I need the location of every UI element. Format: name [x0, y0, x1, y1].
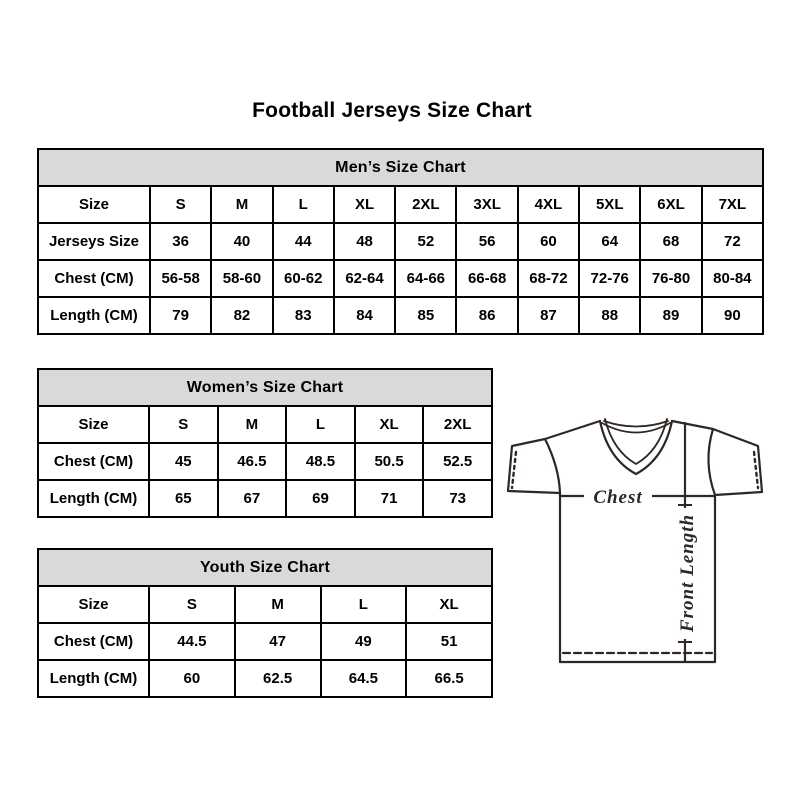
mens-size-table-grid — [37, 148, 764, 335]
row-label: Length (CM) — [38, 660, 149, 697]
size-cell: 48.5 — [286, 443, 355, 480]
size-cell: 56-58 — [150, 260, 211, 297]
size-cell: 7XL — [702, 186, 763, 223]
row-label: Length (CM) — [38, 480, 149, 517]
size-cell: 80-84 — [702, 260, 763, 297]
size-cell: 46.5 — [218, 443, 287, 480]
size-cell: 51 — [406, 623, 492, 660]
size-cell: 4XL — [518, 186, 579, 223]
size-cell: 69 — [286, 480, 355, 517]
size-cell: 56 — [456, 223, 517, 260]
table-row — [38, 297, 763, 334]
womens-size-table-grid — [37, 368, 493, 518]
size-cell: 71 — [355, 480, 424, 517]
jersey-measurement-diagram — [505, 407, 777, 669]
size-cell: 3XL — [456, 186, 517, 223]
size-cell: 64.5 — [321, 660, 407, 697]
table-title: Women’s Size Chart — [38, 369, 492, 406]
table-row — [38, 260, 763, 297]
table-row — [38, 223, 763, 260]
youth-size-table — [37, 548, 493, 698]
size-cell: 85 — [395, 297, 456, 334]
table-row — [38, 406, 492, 443]
size-cell: 68 — [640, 223, 701, 260]
size-cell: M — [218, 406, 287, 443]
row-label: Size — [38, 586, 149, 623]
size-cell: 68-72 — [518, 260, 579, 297]
size-cell: L — [273, 186, 334, 223]
size-cell: 2XL — [423, 406, 492, 443]
table-row — [38, 443, 492, 480]
size-cell: 60-62 — [273, 260, 334, 297]
size-cell: 60 — [149, 660, 235, 697]
size-cell: 44 — [273, 223, 334, 260]
table-row — [38, 480, 492, 517]
size-cell: 86 — [456, 297, 517, 334]
size-cell: 50.5 — [355, 443, 424, 480]
size-cell: S — [149, 406, 218, 443]
size-cell: M — [235, 586, 321, 623]
size-cell: 5XL — [579, 186, 640, 223]
size-cell: XL — [406, 586, 492, 623]
table-row — [38, 186, 763, 223]
table-title: Youth Size Chart — [38, 549, 492, 586]
size-cell: 67 — [218, 480, 287, 517]
size-cell: 48 — [334, 223, 395, 260]
size-cell: XL — [355, 406, 424, 443]
size-cell: 66.5 — [406, 660, 492, 697]
size-cell: 52 — [395, 223, 456, 260]
row-label: Chest (CM) — [38, 260, 150, 297]
page-title: Football Jerseys Size Chart — [252, 99, 532, 122]
size-cell: 62-64 — [334, 260, 395, 297]
size-cell: 52.5 — [423, 443, 492, 480]
size-cell: 82 — [211, 297, 272, 334]
size-cell: 49 — [321, 623, 407, 660]
table-row — [38, 586, 492, 623]
size-cell: 84 — [334, 297, 395, 334]
size-cell: 47 — [235, 623, 321, 660]
size-cell: 65 — [149, 480, 218, 517]
front-length-label: Front Length — [677, 513, 698, 633]
size-cell: 64-66 — [395, 260, 456, 297]
size-cell: 72-76 — [579, 260, 640, 297]
size-cell: 79 — [150, 297, 211, 334]
table-row — [38, 660, 492, 697]
size-cell: 64 — [579, 223, 640, 260]
row-label: Size — [38, 406, 149, 443]
size-cell: 72 — [702, 223, 763, 260]
size-cell: 62.5 — [235, 660, 321, 697]
size-cell: 89 — [640, 297, 701, 334]
size-cell: M — [211, 186, 272, 223]
size-cell: 76-80 — [640, 260, 701, 297]
size-cell: 90 — [702, 297, 763, 334]
womens-size-table — [37, 368, 493, 518]
size-cell: 66-68 — [456, 260, 517, 297]
size-cell: S — [149, 586, 235, 623]
size-cell: L — [321, 586, 407, 623]
left-cuff-stitch-line — [512, 452, 516, 488]
youth-size-table-grid — [37, 548, 493, 698]
size-cell: 88 — [579, 297, 640, 334]
size-cell: S — [150, 186, 211, 223]
size-cell: 40 — [211, 223, 272, 260]
row-label: Length (CM) — [38, 297, 150, 334]
row-label: Size — [38, 186, 150, 223]
size-cell: 44.5 — [149, 623, 235, 660]
jersey-outline — [508, 419, 762, 662]
size-cell: 6XL — [640, 186, 701, 223]
size-cell: 73 — [423, 480, 492, 517]
size-cell: XL — [334, 186, 395, 223]
right-cuff-stitch-line — [754, 452, 758, 488]
mens-size-table — [37, 148, 764, 335]
row-label: Chest (CM) — [38, 623, 149, 660]
size-cell: 83 — [273, 297, 334, 334]
size-cell: 87 — [518, 297, 579, 334]
table-title: Men’s Size Chart — [38, 149, 763, 186]
row-label: Chest (CM) — [38, 443, 149, 480]
size-cell: 60 — [518, 223, 579, 260]
row-label: Jerseys Size — [38, 223, 150, 260]
size-cell: 45 — [149, 443, 218, 480]
size-cell: L — [286, 406, 355, 443]
table-row — [38, 623, 492, 660]
size-cell: 2XL — [395, 186, 456, 223]
size-cell: 36 — [150, 223, 211, 260]
size-cell: 58-60 — [211, 260, 272, 297]
chest-label: Chest — [593, 487, 643, 508]
